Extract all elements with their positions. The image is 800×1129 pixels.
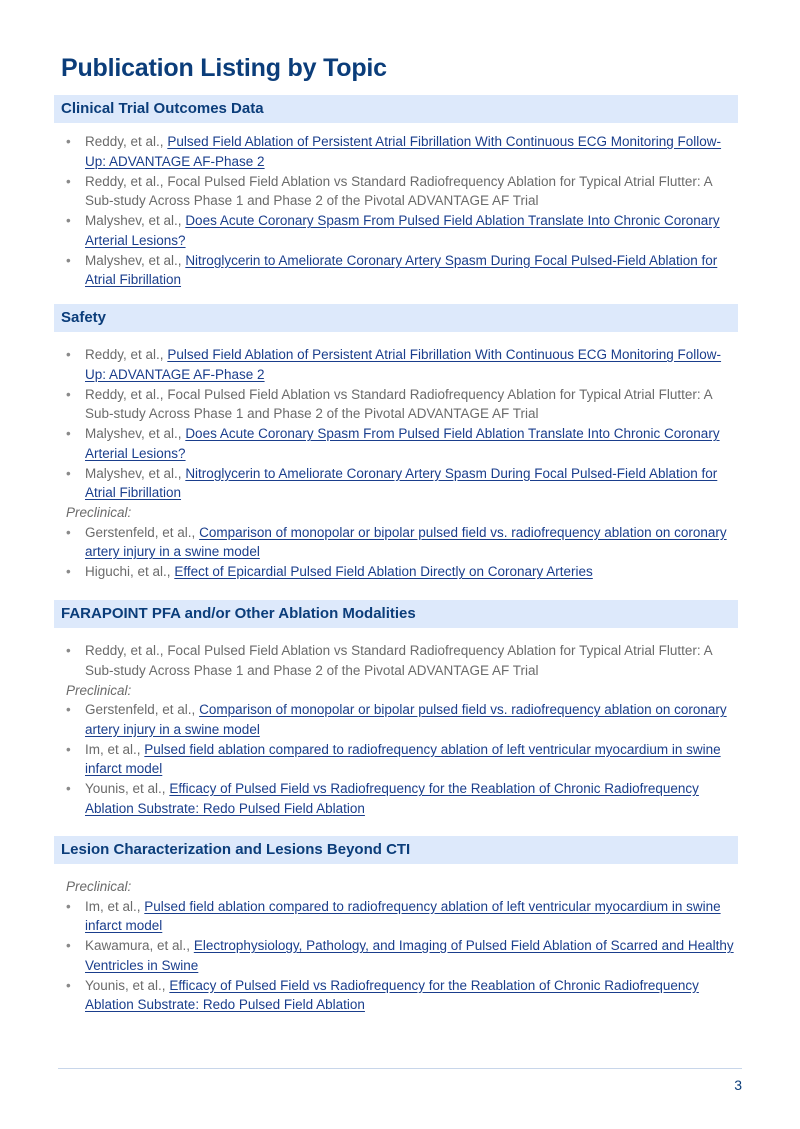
publication-author: Kawamura, et al., (85, 938, 191, 953)
publication-list-item (66, 562, 740, 582)
preclinical-subheading: Preclinical: (66, 879, 132, 894)
publication-list-item (66, 897, 740, 936)
preclinical-subheading: Preclinical: (66, 505, 132, 520)
publication-link[interactable]: Nitroglycerin to Ameliorate Coronary Artery Spasm During Focal Pulsed-Field Ablation for Atrial Fibrillation (85, 465, 718, 500)
publication-link[interactable]: Comparison of monopolar or bipolar pulsed field vs. radiofrequency ablation on coronary artery injury in a swine model (85, 702, 727, 737)
section-heading-safety: Safety (54, 304, 738, 332)
publication-list-item (66, 172, 740, 211)
publication-link[interactable]: Efficacy of Pulsed Field vs Radiofrequency for the Reablation of Chronic Radiofrequency Ablation Substrate: Redo Pulsed Field Ablation (85, 977, 699, 1012)
publication-author: Reddy, et al., (85, 173, 164, 189)
publication-author: Malyshev, et al., (85, 252, 182, 268)
preclinical-subheading: Preclinical: (66, 682, 132, 698)
publication-author: Malyshev, et al., (85, 465, 182, 481)
section-heading-lesion-characterization: Lesion Characterization and Lesions Beyond CTI (54, 836, 738, 864)
publication-author: Reddy, et al., (85, 347, 164, 362)
publication-list-item (66, 700, 740, 739)
publication-author: Reddy, et al., (85, 386, 164, 402)
publication-author: Gerstenfeld, et al., (85, 702, 196, 717)
publication-link[interactable]: Pulsed field ablation compared to radiofrequency ablation of left ventricular myocardium in swine infarct model (85, 741, 721, 776)
publication-list-item (66, 132, 740, 171)
publication-title: Focal Pulsed Field Ablation vs Standard Radiofrequency Ablation for Typical Atrial Flutter: A Sub-study Across Phase 1 and Phase 2 of the Pivotal ADVANTAGE AF Trial (85, 173, 712, 208)
publication-list-item (66, 641, 740, 680)
page-title: Publication Listing by Topic (61, 54, 387, 82)
publication-list-item (66, 211, 740, 250)
publication-list-item (66, 936, 740, 975)
publication-link[interactable]: Electrophysiology, Pathology, and Imaging of Pulsed Field Ablation of Scarred and Healthy Ventricles in Swine (85, 938, 734, 973)
section-list-lesion-characterization (66, 877, 740, 1015)
publication-list-item (66, 523, 740, 562)
publication-list-item (66, 424, 740, 463)
page-number: 3 (734, 1077, 742, 1093)
section-heading-farapoint-pfa: FARAPOINT PFA and/or Other Ablation Modalities (54, 600, 738, 628)
publication-author: Younis, et al., (85, 977, 166, 993)
publication-link[interactable]: Efficacy of Pulsed Field vs Radiofrequency for the Reablation of Chronic Radiofrequency Ablation Substrate: Redo Pulsed Field Ablation (85, 781, 699, 816)
publication-author: Younis, et al., (85, 781, 166, 796)
publication-list-item (66, 740, 740, 779)
publication-link[interactable]: Effect of Epicardial Pulsed Field Ablation Directly on Coronary Arteries (174, 564, 593, 579)
publication-author: Im, et al., (85, 741, 141, 757)
publication-list-item (66, 976, 740, 1015)
publication-link[interactable]: Nitroglycerin to Ameliorate Coronary Artery Spasm During Focal Pulsed-Field Ablation for Atrial Fibrillation (85, 252, 718, 287)
footer-divider (58, 1068, 742, 1069)
publication-author: Malyshev, et al., (85, 213, 182, 228)
publication-list-item (66, 779, 740, 818)
section-heading-clinical-trial-outcomes: Clinical Trial Outcomes Data (54, 95, 738, 123)
section-list-safety (66, 345, 740, 582)
section-list-clinical-trial-outcomes (66, 132, 740, 290)
publication-author: Malyshev, et al., (85, 426, 182, 441)
publication-link[interactable]: Does Acute Coronary Spasm From Pulsed Field Ablation Translate Into Chronic Coronary Arterial Lesions? (85, 426, 720, 461)
section-list-farapoint-pfa (66, 641, 740, 819)
publication-title: Focal Pulsed Field Ablation vs Standard Radiofrequency Ablation for Typical Atrial Flutter: A Sub-study Across Phase 1 and Phase 2 of the Pivotal ADVANTAGE AF Trial (85, 386, 712, 421)
publication-author: Reddy, et al., (85, 643, 164, 658)
publication-list-item (66, 345, 740, 384)
publication-link[interactable]: Pulsed field ablation compared to radiofrequency ablation of left ventricular myocardium in swine infarct model (85, 898, 721, 933)
publication-link[interactable]: Pulsed Field Ablation of Persistent Atrial Fibrillation With Continuous ECG Monitoring Follow-Up: ADVANTAGE AF-Phase 2 (85, 347, 722, 382)
publication-author: Gerstenfeld, et al., (85, 524, 196, 540)
publication-list-item (66, 251, 740, 290)
publication-author: Im, et al., (85, 898, 141, 914)
publication-link[interactable]: Pulsed Field Ablation of Persistent Atrial Fibrillation With Continuous ECG Monitoring Follow-Up: ADVANTAGE AF-Phase 2 (85, 134, 722, 169)
publication-link[interactable]: Comparison of monopolar or bipolar pulsed field vs. radiofrequency ablation on coronary artery injury in a swine model (85, 524, 727, 559)
publication-list-item (66, 385, 740, 424)
publication-link[interactable]: Does Acute Coronary Spasm From Pulsed Field Ablation Translate Into Chronic Coronary Arterial Lesions? (85, 213, 720, 248)
publication-title: Focal Pulsed Field Ablation vs Standard Radiofrequency Ablation for Typical Atrial Flutter: A Sub-study Across Phase 1 and Phase 2 of the Pivotal ADVANTAGE AF Trial (85, 643, 712, 678)
publication-author: Reddy, et al., (85, 134, 164, 149)
publication-list-item (66, 464, 740, 503)
publication-author: Higuchi, et al., (85, 564, 171, 579)
